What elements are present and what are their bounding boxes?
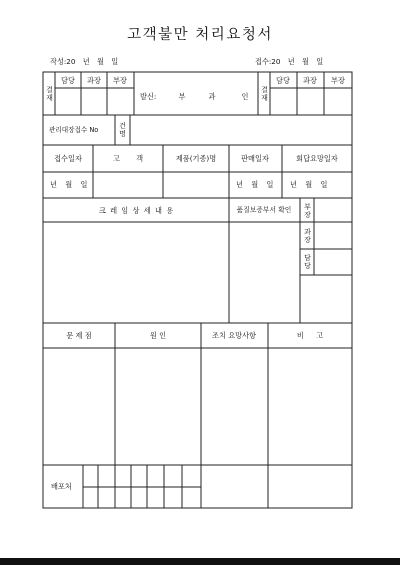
header-reply-date: 회답요망일자 [296, 154, 338, 163]
sender-char-3: 인 [241, 92, 249, 101]
header-sale-date: 판매일자 [241, 154, 269, 163]
write-date: 작성:20 년 월 일 [50, 57, 119, 66]
sender-char-1: 부 [178, 92, 186, 101]
bottom-bar [0, 558, 400, 565]
qa-role-manager: 부장 [304, 203, 311, 219]
remarks-header: 비 고 [296, 331, 324, 340]
reply-ymd: 년 월 일 [290, 180, 328, 189]
sale-ymd: 년 월 일 [236, 180, 274, 189]
action-header: 조치 요망사항 [212, 331, 256, 340]
form-title: 고객불만 처리요청서 [127, 27, 273, 43]
sender-char-2: 과 [208, 92, 216, 101]
receipt-date: 접수:20 년 월 일 [255, 57, 324, 66]
sender-label: 발신: [140, 92, 157, 101]
approval-left-1: 담당 [61, 76, 75, 85]
qa-role-staff: 담당 [304, 254, 311, 270]
claim-detail-label: 크 레 임 상 세 내 용 [98, 206, 174, 215]
problem-header: 문 제 점 [66, 331, 92, 340]
approval-right-3: 부장 [331, 76, 345, 85]
distribution-label: 배포처 [51, 482, 72, 491]
header-customer: 고 객 [112, 154, 144, 163]
ledger-no: 관리대장접수 No [49, 126, 99, 134]
header-product: 제품(기종)명 [175, 154, 217, 163]
header-receipt-date: 접수일자 [54, 154, 82, 163]
approval-right-2: 과장 [303, 76, 317, 85]
qa-confirm-label: 품질보증부서 확인 [236, 206, 292, 214]
receipt-ymd: 년 월 일 [50, 180, 88, 189]
approval-label-right: 결재 [261, 86, 268, 102]
cause-header: 원 인 [149, 331, 167, 340]
approval-left-3: 부장 [113, 76, 127, 85]
approval-label-left: 결재 [46, 86, 53, 102]
approval-left-2: 과장 [87, 76, 101, 85]
subject-label: 건명 [119, 122, 126, 138]
approval-right-1: 담당 [276, 76, 290, 85]
qa-role-section-chief: 과장 [304, 228, 311, 244]
